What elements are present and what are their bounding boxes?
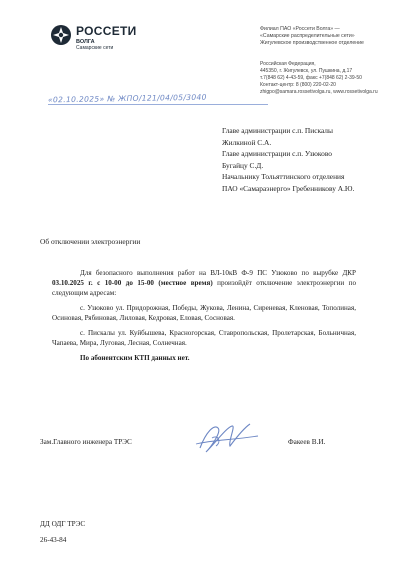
- recipients-block: [222, 125, 392, 195]
- body-text: Для безопасного выполнения работ на ВЛ-10кВ Ф-9 ПС Узюково по вырубке ДКР: [80, 269, 356, 277]
- address-block: [260, 61, 395, 96]
- executor-phone: 26-43-84: [40, 536, 67, 544]
- recipient-line: Начальнику Тольяттинского отделения: [222, 172, 345, 182]
- signatory-position: Зам.Главного инженера ТРЭС: [40, 438, 132, 446]
- outage-datetime: 03.10.2025 г. с 10-00 до 15-00 (местное время): [52, 279, 213, 287]
- handwritten-reference-number: «02.10.2025» № ЖПО/121/04/05/3040: [47, 92, 207, 105]
- ktp-note: По абонентским КТП данных нет.: [80, 354, 190, 362]
- address-list-piskaly: с. Пискалы ул. Куйбышева, Красногорская, Ставропольская, Пролетарская, Больничная, Чапаева, Мира, Луговая, Лесная, Солнечная.: [52, 329, 356, 347]
- body-paragraph: [52, 268, 356, 298]
- address-line: 445350, г. Жигулевск, ул. Пушкина, д.17: [260, 68, 353, 74]
- recipient-line: Бугайцу С.Д.: [222, 160, 264, 170]
- recipient-line: ПАО «Самараэнерго» Гребенникову А.Ю.: [222, 183, 355, 193]
- org-line: «Самарские распределительные сети»: [260, 33, 355, 39]
- recipient-line: Главе администрации с.п. Узюково: [222, 149, 332, 159]
- address-line: Контакт-центр: 8 (800) 220-02-20: [260, 82, 336, 88]
- rosseti-logo-icon: [50, 24, 72, 46]
- address-list-uzyukovo: с. Узюково ул. Придорожная, Победы, Жукова, Ленина, Сиреневая, Кленовая, Тополиная, Осиновая, Рябиновая, Лиловая, Кедровая, Еловая, Сосновая.: [52, 304, 356, 322]
- brand-branch: Самарские сети: [76, 45, 114, 51]
- brand-name: РОССЕТИ: [76, 24, 137, 38]
- recipient-line: Жилкиной С.А.: [222, 137, 272, 147]
- address-line: т.7(848 62) 4-43-59, факс +7(848 62) 2-39-50: [260, 75, 362, 81]
- org-line: Жигулевское производственное отделение: [260, 40, 364, 46]
- letter-subject: Об отключении электроэнергии: [40, 237, 141, 246]
- signatory-name: Факеев В.И.: [288, 438, 326, 446]
- body-text: произойдёт отключение электроэнергии по следующим адресам:: [52, 279, 356, 297]
- letter-body: [52, 268, 356, 368]
- reference-underline: [48, 104, 268, 105]
- executor-department: ДД ОДГ ТРЭС: [40, 520, 86, 528]
- recipient-line: Главе администрации с.п. Пискалы: [222, 126, 333, 135]
- company-logo: [50, 22, 140, 62]
- address-line: zhigpo@samara.rossetivolga.ru, www.rossetivolga.ru: [260, 89, 378, 95]
- address-line: Российская Федерация,: [260, 61, 316, 67]
- organization-block: [260, 26, 390, 47]
- org-line: Филиал ПАО «Россети Волга» —: [260, 26, 340, 32]
- brand-subtitle: ВОЛГА: [76, 39, 95, 45]
- handwritten-signature-icon: [192, 418, 262, 458]
